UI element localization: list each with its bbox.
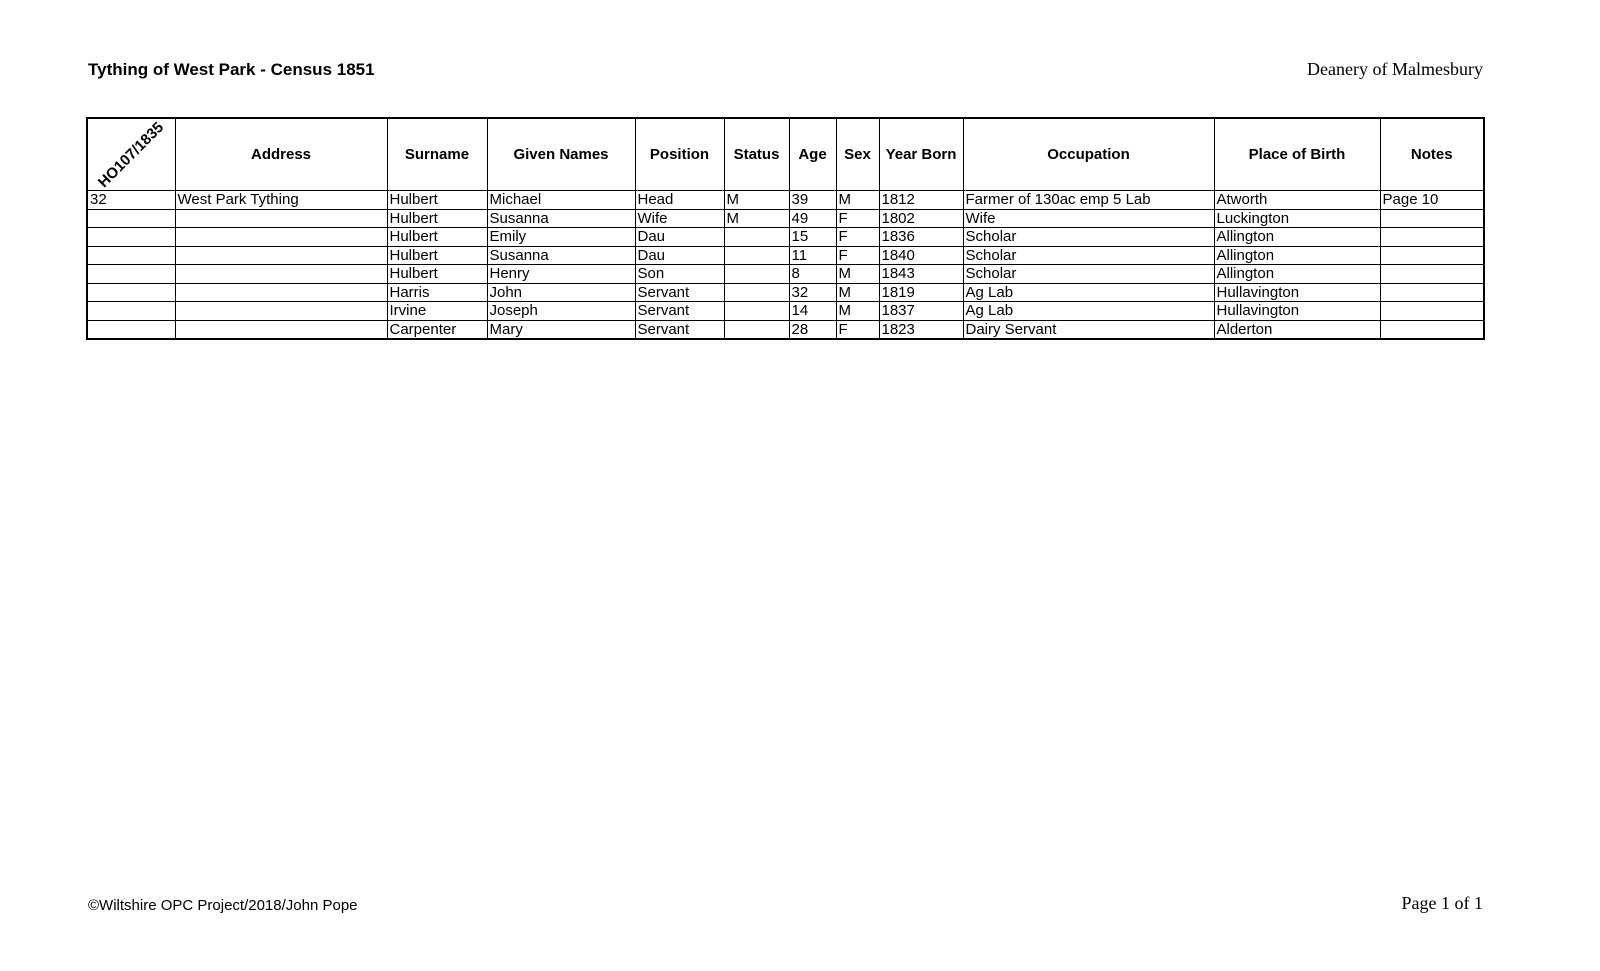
table-row <box>87 191 1484 210</box>
age-cell: 8 <box>789 265 836 284</box>
position-cell: Servant <box>635 283 724 302</box>
address-cell: West Park Tything <box>175 191 387 210</box>
table-row <box>87 320 1484 339</box>
sex-cell: F <box>836 228 879 247</box>
status-cell <box>724 265 789 284</box>
status-cell <box>724 302 789 321</box>
status-cell: M <box>724 209 789 228</box>
sex-cell: M <box>836 265 879 284</box>
age-cell: 28 <box>789 320 836 339</box>
status-cell <box>724 320 789 339</box>
surname-cell: Hulbert <box>387 265 487 284</box>
sex-cell: M <box>836 302 879 321</box>
year-born-cell: 1812 <box>879 191 963 210</box>
header-position: Position <box>635 118 724 191</box>
header-reference <box>87 118 175 191</box>
table-row <box>87 246 1484 265</box>
year-born-cell: 1802 <box>879 209 963 228</box>
notes-cell <box>1380 302 1484 321</box>
sex-cell: F <box>836 246 879 265</box>
notes-cell <box>1380 320 1484 339</box>
occupation-cell: Ag Lab <box>963 302 1214 321</box>
schedule-cell <box>87 265 175 284</box>
copyright-footer: ©Wiltshire OPC Project/2018/John Pope <box>88 897 358 914</box>
status-cell: M <box>724 191 789 210</box>
place-of-birth-cell: Allington <box>1214 246 1380 265</box>
page-title: Tything of West Park - Census 1851 <box>88 60 375 79</box>
schedule-cell <box>87 320 175 339</box>
header-given-names: Given Names <box>487 118 635 191</box>
place-of-birth-cell: Alderton <box>1214 320 1380 339</box>
given-names-cell: Joseph <box>487 302 635 321</box>
notes-cell <box>1380 265 1484 284</box>
occupation-cell: Scholar <box>963 228 1214 247</box>
header-year-born: Year Born <box>879 118 963 191</box>
surname-cell: Harris <box>387 283 487 302</box>
place-of-birth-cell: Hullavington <box>1214 283 1380 302</box>
table-header-row <box>87 118 1484 191</box>
schedule-cell <box>87 246 175 265</box>
deanery-label: Deanery of Malmesbury <box>1307 59 1483 79</box>
occupation-cell: Ag Lab <box>963 283 1214 302</box>
year-born-cell: 1819 <box>879 283 963 302</box>
occupation-cell: Farmer of 130ac emp 5 Lab <box>963 191 1214 210</box>
status-cell <box>724 246 789 265</box>
address-cell <box>175 320 387 339</box>
year-born-cell: 1837 <box>879 302 963 321</box>
schedule-cell <box>87 302 175 321</box>
position-cell: Wife <box>635 209 724 228</box>
schedule-cell: 32 <box>87 191 175 210</box>
position-cell: Dau <box>635 246 724 265</box>
notes-cell <box>1380 228 1484 247</box>
sex-cell: F <box>836 209 879 228</box>
header-sex: Sex <box>836 118 879 191</box>
surname-cell: Hulbert <box>387 209 487 228</box>
notes-cell: Page 10 <box>1380 191 1484 210</box>
table-row <box>87 283 1484 302</box>
table-row <box>87 228 1484 247</box>
census-table <box>86 117 1485 340</box>
header-address: Address <box>175 118 387 191</box>
piece-reference: HO107/1835 <box>94 118 168 192</box>
census-table-body <box>87 191 1484 340</box>
address-cell <box>175 265 387 284</box>
header-status: Status <box>724 118 789 191</box>
occupation-cell: Wife <box>963 209 1214 228</box>
page-number: Page 1 of 1 <box>1401 893 1483 913</box>
notes-cell <box>1380 246 1484 265</box>
year-born-cell: 1836 <box>879 228 963 247</box>
table-row <box>87 302 1484 321</box>
surname-cell: Irvine <box>387 302 487 321</box>
given-names-cell: Susanna <box>487 209 635 228</box>
age-cell: 49 <box>789 209 836 228</box>
given-names-cell: John <box>487 283 635 302</box>
position-cell: Son <box>635 265 724 284</box>
surname-cell: Hulbert <box>387 246 487 265</box>
year-born-cell: 1840 <box>879 246 963 265</box>
table-row <box>87 265 1484 284</box>
age-cell: 39 <box>789 191 836 210</box>
header-surname: Surname <box>387 118 487 191</box>
header-notes: Notes <box>1380 118 1484 191</box>
schedule-cell <box>87 209 175 228</box>
address-cell <box>175 283 387 302</box>
position-cell: Servant <box>635 302 724 321</box>
address-cell <box>175 302 387 321</box>
sex-cell: M <box>836 191 879 210</box>
sex-cell: F <box>836 320 879 339</box>
given-names-cell: Mary <box>487 320 635 339</box>
age-cell: 14 <box>789 302 836 321</box>
schedule-cell <box>87 228 175 247</box>
age-cell: 15 <box>789 228 836 247</box>
address-cell <box>175 209 387 228</box>
given-names-cell: Susanna <box>487 246 635 265</box>
occupation-cell: Dairy Servant <box>963 320 1214 339</box>
table-row <box>87 209 1484 228</box>
header-occupation: Occupation <box>963 118 1214 191</box>
address-cell <box>175 228 387 247</box>
surname-cell: Hulbert <box>387 191 487 210</box>
place-of-birth-cell: Luckington <box>1214 209 1380 228</box>
surname-cell: Hulbert <box>387 228 487 247</box>
occupation-cell: Scholar <box>963 265 1214 284</box>
schedule-cell <box>87 283 175 302</box>
header-place-of-birth: Place of Birth <box>1214 118 1380 191</box>
year-born-cell: 1843 <box>879 265 963 284</box>
year-born-cell: 1823 <box>879 320 963 339</box>
surname-cell: Carpenter <box>387 320 487 339</box>
status-cell <box>724 283 789 302</box>
address-cell <box>175 246 387 265</box>
status-cell <box>724 228 789 247</box>
age-cell: 32 <box>789 283 836 302</box>
notes-cell <box>1380 209 1484 228</box>
position-cell: Dau <box>635 228 724 247</box>
given-names-cell: Henry <box>487 265 635 284</box>
age-cell: 11 <box>789 246 836 265</box>
sex-cell: M <box>836 283 879 302</box>
header-age: Age <box>789 118 836 191</box>
occupation-cell: Scholar <box>963 246 1214 265</box>
place-of-birth-cell: Allington <box>1214 265 1380 284</box>
given-names-cell: Emily <box>487 228 635 247</box>
position-cell: Head <box>635 191 724 210</box>
given-names-cell: Michael <box>487 191 635 210</box>
place-of-birth-cell: Hullavington <box>1214 302 1380 321</box>
place-of-birth-cell: Atworth <box>1214 191 1380 210</box>
position-cell: Servant <box>635 320 724 339</box>
notes-cell <box>1380 283 1484 302</box>
place-of-birth-cell: Allington <box>1214 228 1380 247</box>
